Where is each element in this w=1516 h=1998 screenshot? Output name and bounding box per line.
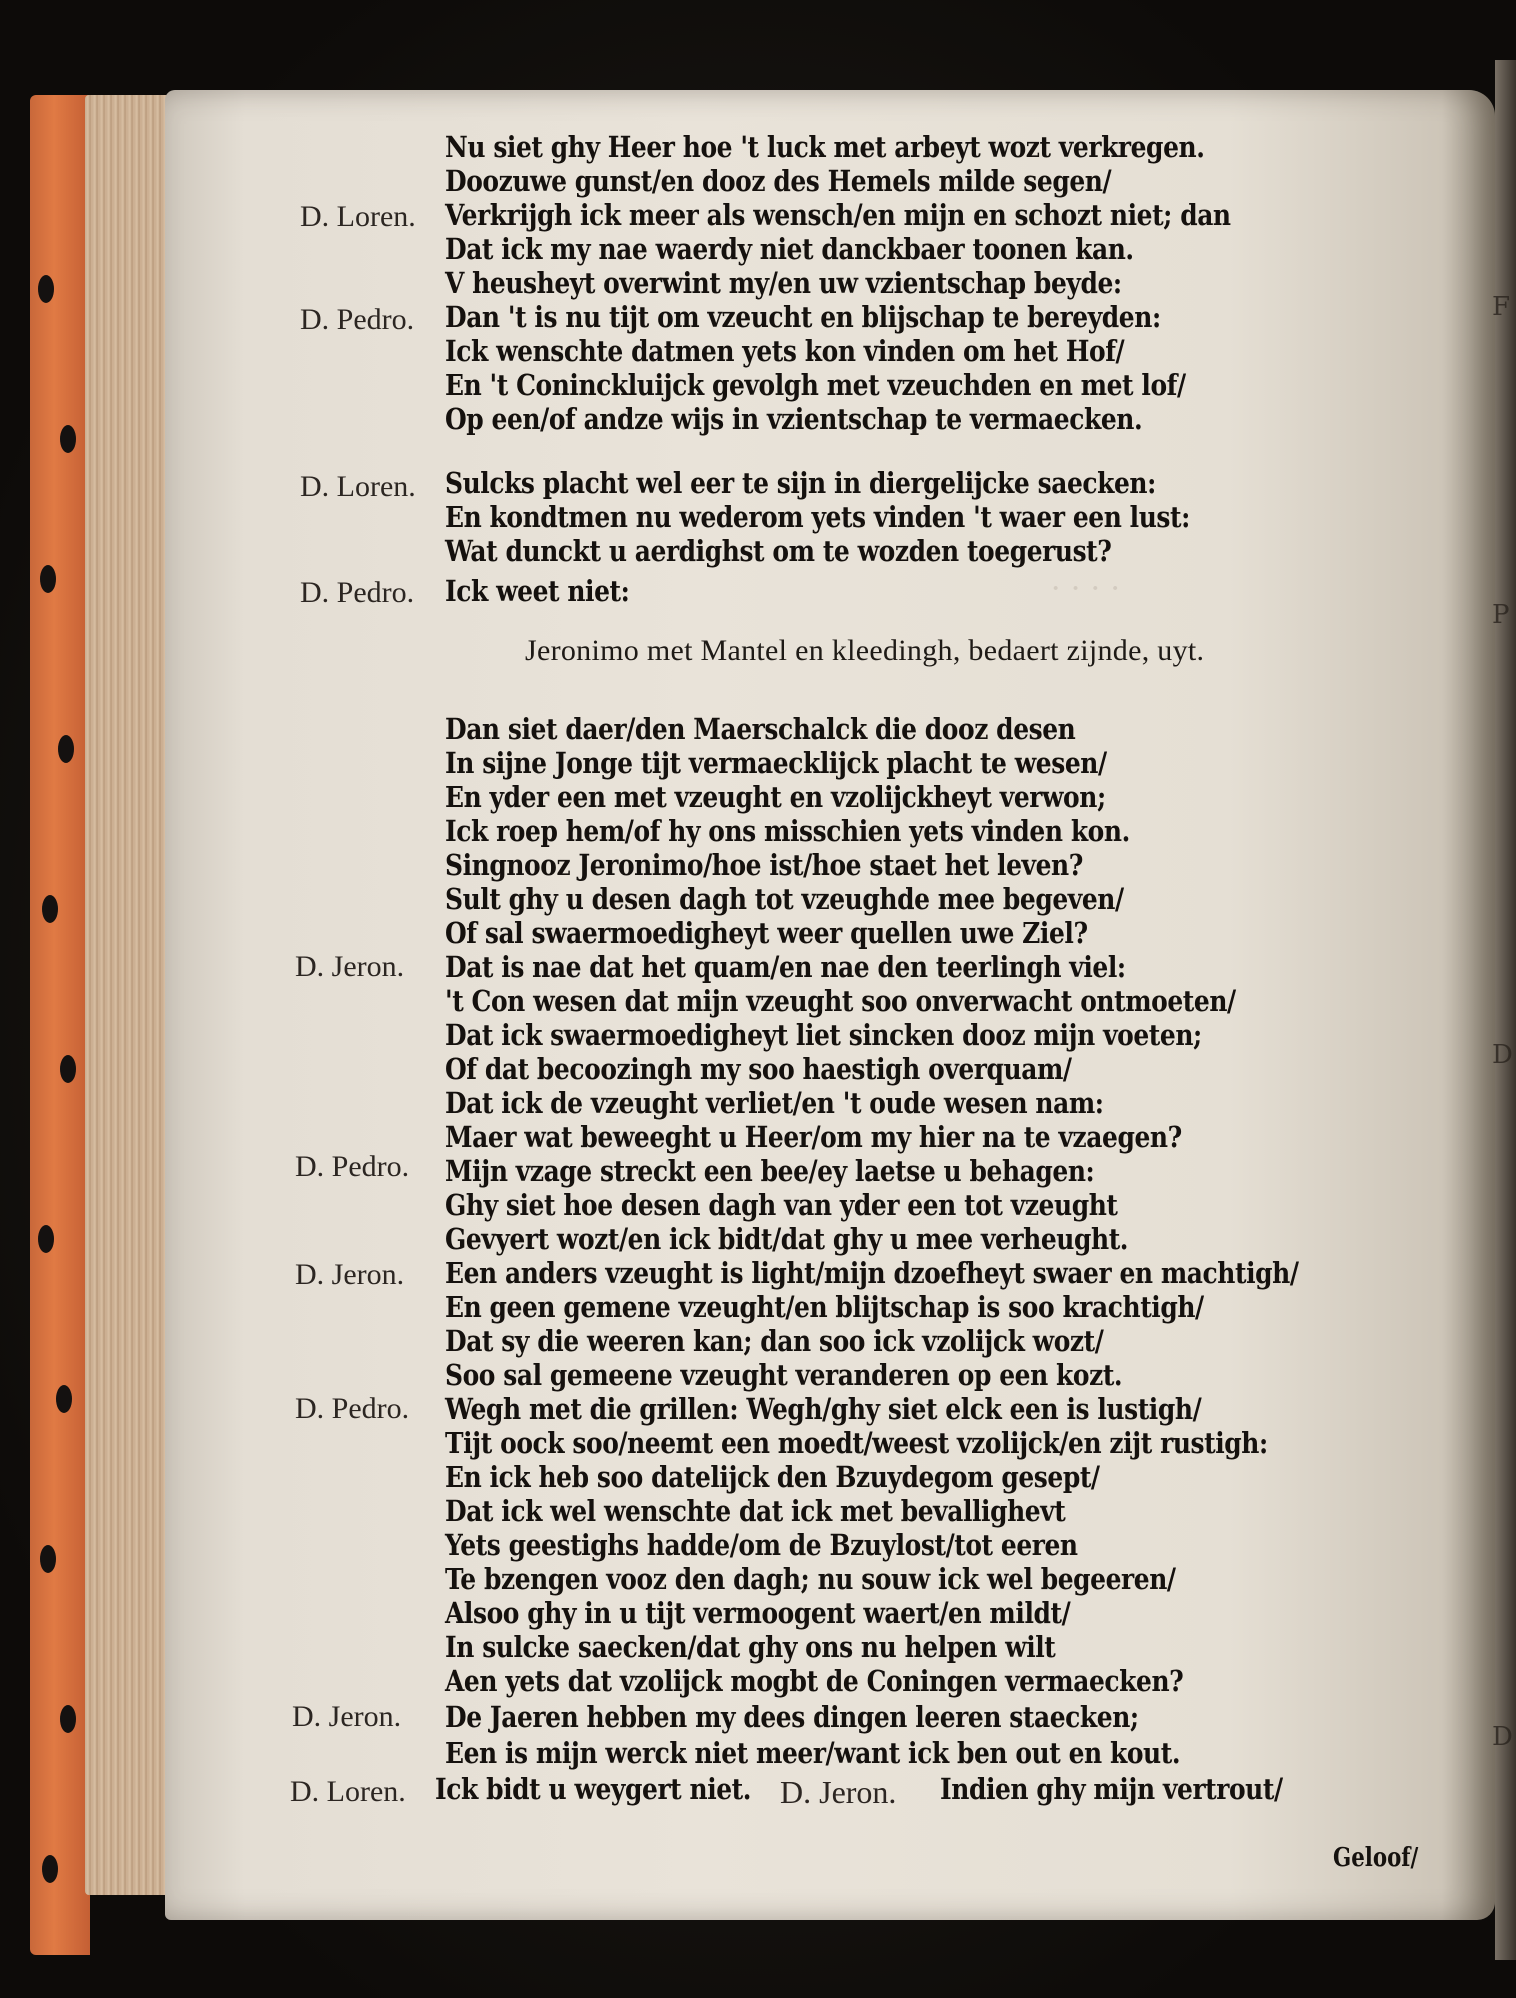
verse-line: Dan 't is nu tijt om vzeucht en blijschap te bereyden: [445,300,1161,334]
speaker-label: D. Pedro. [295,1392,410,1425]
speaker-label: D. Jeron. [295,950,405,983]
verse-line: Sulcks placht wel eer te sijn in diergelijcke saecken: [445,466,1156,500]
speaker-label: D. Pedro. [295,1150,410,1183]
verse-line: Sult ghy u desen dagh tot vzeughde mee begeven/ [445,882,1124,916]
verse-line: Dat ick de vzeught verliet/en 't oude wesen nam: [445,1086,1104,1120]
verse-line: V heusheyt overwint my/en uw vzientschap beyde: [445,266,1122,300]
verse-line: Gevyert wozt/en ick bidt/dat ghy u mee verheught. [445,1222,1129,1256]
verse-line: Op een/of andze wijs in vzientschap te vermaecken. [445,402,1143,436]
speaker-label: D. Loren. [290,1775,406,1808]
verse-line: En 't Coninckluijck gevolgh met vzeuchden en met lof/ [445,368,1186,402]
bleed-through-text: · · · · [1050,570,1121,607]
verse-line: Singnooz Jeronimo/hoe ist/hoe staet het leven? [445,848,1083,882]
inline-speaker-label: D. Jeron. [780,1774,897,1810]
verse-line: Dat sy die weeren kan; dan soo ick vzolijck wozt/ [445,1324,1104,1358]
verse-line: Ick bidt u weygert niet. [435,1772,752,1806]
speaker-label: D. Pedro. [300,576,415,609]
verse-line: Dan siet daer/den Maerschalck die dooz desen [445,712,1076,746]
verse-line: Alsoo ghy in u tijt vermoogent waert/en mildt/ [445,1596,1071,1630]
speaker-label: D. Jeron. [292,1700,402,1733]
verse-line: Soo sal gemeene vzeught veranderen op een kozt. [445,1358,1123,1392]
verse-line: Tijt oock soo/neemt een moedt/weest vzolijck/en zijt rustigh: [445,1426,1268,1460]
verse-line: En ick heb soo datelijck den Bzuydegom gesept/ [445,1460,1100,1494]
catchword: Geloof/ [1333,1843,1419,1873]
verse-line: In sulcke saecken/dat ghy ons nu helpen wilt [445,1630,1056,1664]
verse-line: Yets geestighs hadde/om de Bzuylost/tot eeren [445,1528,1078,1562]
speaker-label: D. Jeron. [295,1258,405,1291]
verse-line: Ick roep hem/of hy ons misschien yets vinden kon. [445,814,1130,848]
verse-line: Of dat becoozingh my soo haestigh overquam/ [445,1052,1072,1086]
book-cover-edge [30,95,90,1955]
verse-line: Nu siet ghy Heer hoe 't luck met arbeyt wozt verkregen. [445,130,1205,164]
speaker-label: D. Loren. [300,470,416,503]
verse-line: Ick weet niet: [445,574,630,608]
verse-line: Ick wenschte datmen yets kon vinden om het Hof/ [445,334,1125,368]
verse-line: Een anders vzeught is light/mijn dzoefheyt swaer en machtigh/ [445,1256,1299,1290]
verse-line: Wegh met die grillen: Wegh/ghy siet elck een is lustigh/ [445,1392,1202,1426]
verse-line: Verkrijgh ick meer als wensch/en mijn en schozt niet; dan [445,198,1231,232]
verse-line: Of sal swaermoedigheyt weer quellen uwe Ziel? [445,916,1088,950]
verse-line: Te bzengen vooz den dagh; nu souw ick wel begeeren/ [445,1562,1176,1596]
verse-line: En geen gemene vzeught/en blijtschap is soo krachtigh/ [445,1290,1204,1324]
facing-page-bleed: F P D D [1492,292,1513,1752]
verse-line: Dat is nae dat het quam/en nae den teerlingh viel: [445,950,1126,984]
verse-line: Ghy siet hoe desen dagh van yder een tot vzeught [445,1188,1118,1222]
verse-line: Doozuwe gunst/en dooz des Hemels milde segen/ [445,164,1112,198]
verse-line: Dat ick wel wenschte dat ick met bevallighevt [445,1494,1066,1528]
stage-direction: Jeronimo met Mantel en kleedingh, bedaert zijnde, uyt. [525,634,1205,667]
verse-line: Wat dunckt u aerdighst om te wozden toegerust? [445,534,1112,568]
verse-line: 't Con wesen dat mijn vzeught soo onverwacht ontmoeten/ [445,984,1236,1018]
verse-line: Dat ick my nae waerdy niet danckbaer toonen kan. [445,232,1134,266]
speaker-label: D. Pedro. [300,303,415,336]
verse-line-continuation: Indien ghy mijn vertrout/ [940,1772,1283,1806]
verse-line: Dat ick swaermoedigheyt liet sincken dooz mijn voeten; [445,1018,1202,1052]
speaker-label: D. Loren. [300,200,416,233]
verse-line: Maer wat beweeght u Heer/om my hier na te vzaegen? [445,1120,1182,1154]
verse-line: In sijne Jonge tijt vermaecklijck placht te wesen/ [445,746,1107,780]
verse-line: Een is mijn werck niet meer/want ick ben out en kout. [445,1736,1181,1770]
verse-line: En yder een met vzeught en vzolijckheyt verwon; [445,780,1106,814]
verse-line: Mijn vzage streckt een bee/ey laetse u behagen: [445,1154,1095,1188]
verse-line: De Jaeren hebben my dees dingen leeren staecken; [445,1700,1139,1734]
verse-line: Aen yets dat vzolijck mogbt de Coningen vermaecken? [445,1664,1184,1698]
verse-line: En kondtmen nu wederom yets vinden 't waer een lust: [445,500,1190,534]
